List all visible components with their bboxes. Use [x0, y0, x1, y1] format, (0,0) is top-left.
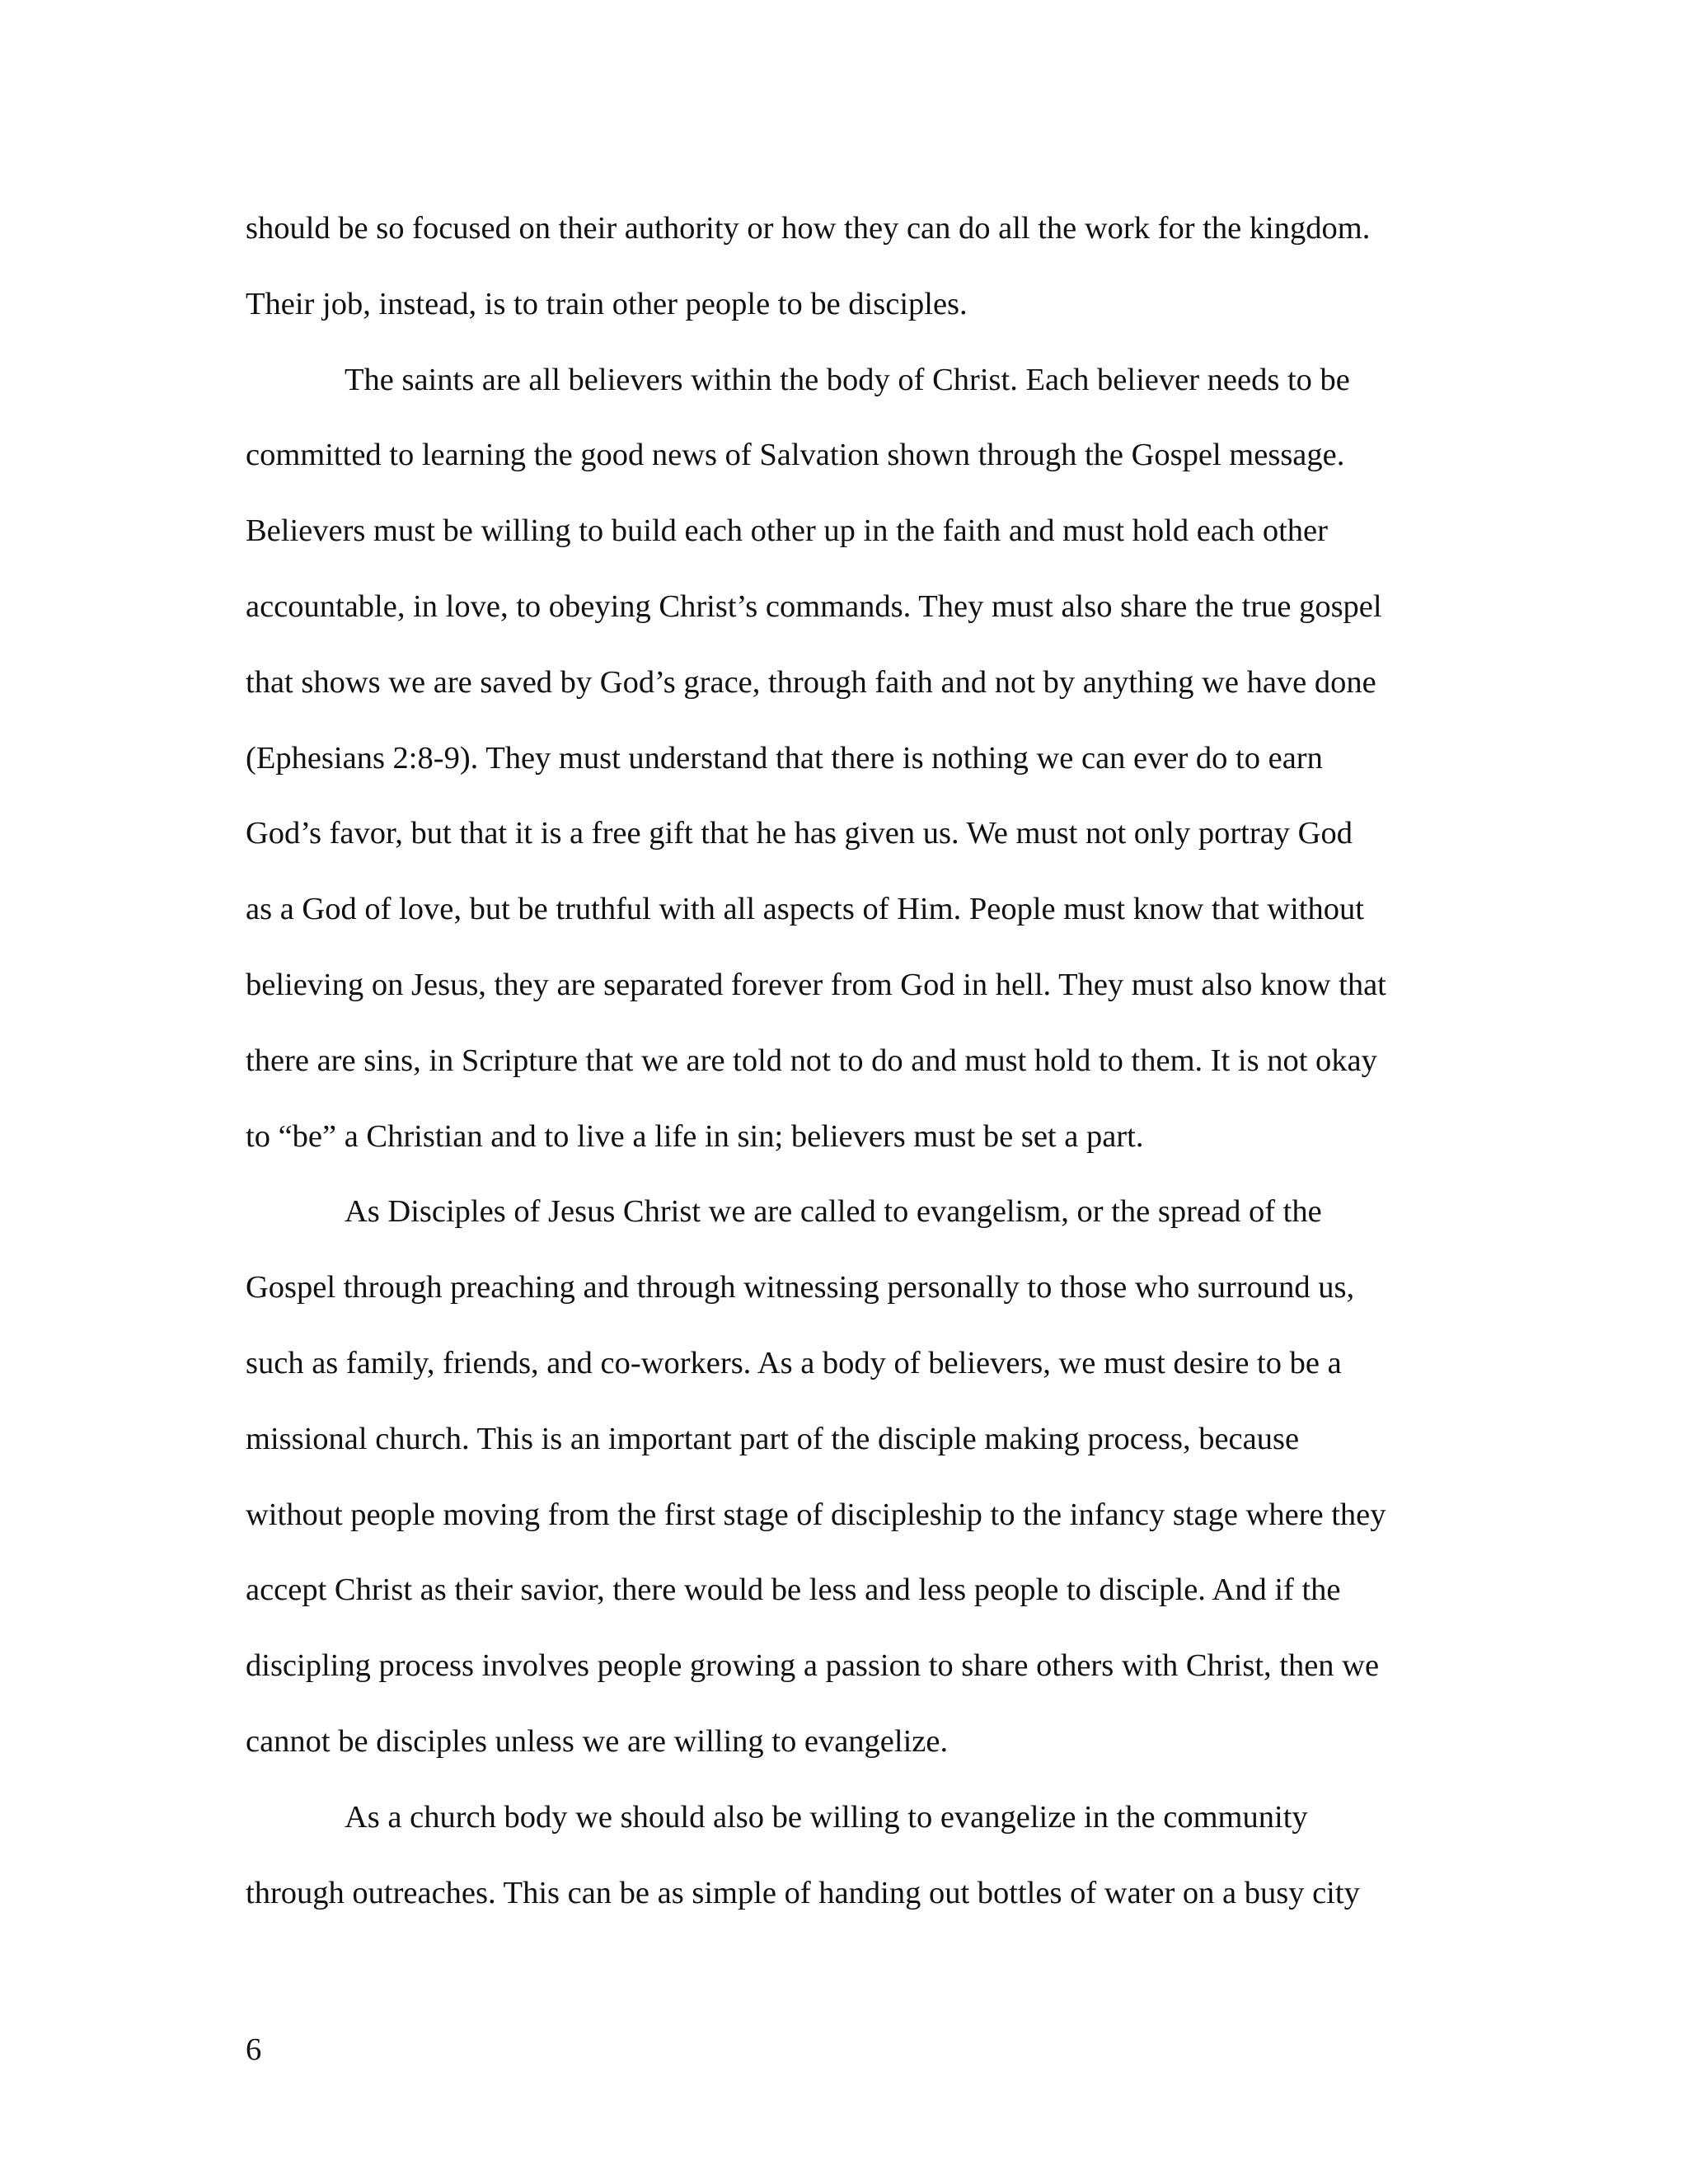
text-line: believing on Jesus, they are separated forever from God in hell. They must also know that [246, 967, 1386, 1002]
text-line: As Disciples of Jesus Christ we are called to evangelism, or the spread of the [345, 1194, 1322, 1230]
text-line: missional church. This is an important part of the disciple making process, because [246, 1421, 1300, 1456]
text-line: through outreaches. This can be as simple of handing out bottles of water on a busy city [246, 1875, 1360, 1910]
page-number: 6 [246, 2032, 262, 2067]
text-line: accept Christ as their savior, there would be less and less people to disciple. And if the [246, 1572, 1341, 1608]
text-line: cannot be disciples unless we are willing to evangelize. [246, 1723, 949, 1759]
paragraph-saints [246, 343, 1449, 1175]
text-line: that shows we are saved by God’s grace, through faith and not by anything we have done [246, 664, 1376, 700]
paragraph-disciples [246, 1174, 1449, 1779]
text-line: as a God of love, but be truthful with all aspects of Him. People must know that without [246, 892, 1364, 927]
paragraph-church-body [246, 1780, 1449, 1932]
text-line: without people moving from the first stage of discipleship to the infancy stage where they [246, 1497, 1386, 1532]
text-line: (Ephesians 2:8-9). They must understand that there is nothing we can ever do to earn [246, 740, 1323, 776]
text-line: such as family, friends, and co-workers. As a body of believers, we must desire to be a [246, 1345, 1342, 1380]
paragraph-1-continued [246, 191, 1449, 343]
text-line: God’s favor, but that it is a free gift that he has given us. We must not only portray God [246, 816, 1353, 851]
text-line: there are sins, in Scripture that we are told not to do and must hold to them. It is not okay [246, 1043, 1377, 1078]
text-line: As a church body we should also be willing to evangelize in the community [345, 1799, 1308, 1835]
text-line: Gospel through preaching and through witnessing personally to those who surround us, [246, 1270, 1355, 1305]
text-line: discipling process involves people growing a passion to share others with Christ, then we [246, 1648, 1380, 1684]
text-line: Believers must be willing to build each other up in the faith and must hold each other [246, 513, 1328, 549]
text-line: Their job, instead, is to train other people to be disciples. [246, 286, 968, 321]
text-line: to “be” a Christian and to live a life in sin; believers must be set a part. [246, 1118, 1144, 1154]
body-text [246, 191, 1449, 1931]
text-line: The saints are all believers within the body of Christ. Each believer needs to be [345, 362, 1350, 397]
text-line: should be so focused on their authority or how they can do all the work for the kingdom. [246, 211, 1371, 246]
text-line: committed to learning the good news of Salvation shown through the Gospel message. [246, 438, 1345, 473]
text-line: accountable, in love, to obeying Christ’s commands. They must also share the true gospel [246, 588, 1382, 624]
